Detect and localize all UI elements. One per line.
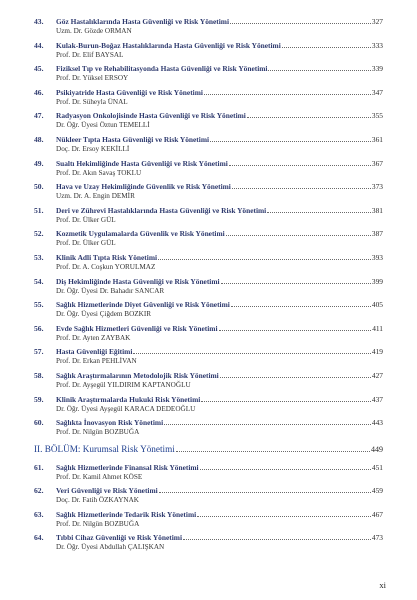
toc-entry[interactable] (34, 182, 383, 206)
toc-entry[interactable] (34, 463, 383, 487)
toc-entry[interactable] (34, 486, 383, 510)
entry-author: Prof. Dr. Ayten ZAYBAK (56, 333, 131, 342)
entry-author: Prof. Dr. Süheyla ÜNAL (56, 97, 128, 106)
entry-author: Uzm. Dr. A. Engin DEMİR (56, 192, 135, 201)
dot-leader (219, 324, 372, 331)
entry-page: 427 (371, 370, 383, 380)
entry-number: 43. (34, 17, 44, 26)
toc-entry[interactable] (34, 510, 383, 534)
entry-page: 327 (371, 17, 383, 26)
toc-entry[interactable] (34, 324, 383, 348)
dot-leader (247, 111, 371, 118)
entry-author: Prof. Dr. Ayşegül YILDIRIM KAPTANOĞLU (56, 380, 191, 389)
entry-author: Uzm. Dr. Gözde ORMAN (56, 27, 132, 35)
dot-leader (230, 17, 371, 24)
entry-author: Dr. Öğr. Üyesi Abdullah ÇALIŞKAN (56, 543, 165, 552)
entry-body (56, 277, 383, 296)
entry-body (56, 510, 383, 529)
entry-title: Klinik Adli Tıpta Risk Yönetimi (56, 252, 158, 262)
dot-leader (220, 371, 371, 378)
toc-entry[interactable] (34, 88, 383, 112)
entry-page: 459 (371, 486, 383, 496)
entry-author: Doç. Dr. Fatih ÖZKAYNAK (56, 496, 139, 505)
entry-number: 45. (34, 64, 44, 74)
entry-author: Prof. Dr. Yüksel ERSOY (56, 74, 129, 83)
entry-number: 56. (34, 323, 44, 333)
entry-page: 405 (371, 300, 383, 310)
entry-number: 61. (34, 462, 44, 472)
entry-title-line (56, 510, 383, 519)
entry-number: 57. (34, 347, 44, 357)
entry-title: Tıbbi Cihaz Güvenliği ve Risk Yönetimi (56, 533, 182, 543)
entry-body (56, 17, 383, 36)
section-page: 449 (371, 444, 383, 454)
entry-title: Deri ve Zührevi Hastalıklarında Hasta Güvenliği ve Risk Yönetimi (56, 205, 267, 215)
entry-body (56, 206, 383, 225)
entry-author: Prof. Dr. Erkan PEHLİVAN (56, 357, 137, 366)
entry-body (56, 111, 383, 130)
toc-entry[interactable] (34, 135, 383, 159)
entry-body (56, 159, 383, 178)
toc-entry[interactable] (34, 206, 383, 230)
entry-page: 367 (371, 158, 383, 168)
dot-leader (133, 347, 371, 354)
entry-title-line (56, 324, 383, 333)
dot-leader (221, 277, 371, 284)
entry-author: Dr. Öğr. Üyesi Dr. Bahadır SANCAR (56, 286, 165, 295)
dot-leader (197, 510, 371, 517)
entry-page: 355 (371, 111, 383, 121)
entry-title-line (56, 206, 383, 215)
entry-title-line (56, 64, 383, 73)
entry-page: 347 (371, 87, 383, 97)
entry-title-line (56, 533, 383, 542)
entry-title-line (56, 463, 383, 472)
toc-entry[interactable] (34, 64, 383, 88)
entry-title: Sağlıkta İnovasyon Risk Yönetimi (56, 418, 164, 428)
entry-title: Kulak-Burun-Boğaz Hastalıklarında Hasta Güvenliği ve Risk Yönetimi (56, 40, 281, 50)
entry-body (56, 395, 383, 414)
toc-list (34, 463, 383, 557)
entry-page: 387 (371, 229, 383, 239)
entry-title: Sağlık Hizmetlerinde Finansal Risk Yönetimi (56, 462, 199, 472)
entry-author: Dr. Öğr. Üyesi Öztun TEMELLİ (56, 121, 150, 130)
entry-page: 411 (372, 323, 383, 333)
entry-title-line (56, 418, 383, 427)
entry-page: 393 (371, 252, 383, 262)
entry-title-line (56, 300, 383, 309)
dot-leader (201, 395, 371, 402)
entry-page: 473 (371, 533, 383, 543)
entry-number: 59. (34, 394, 44, 404)
toc-entry[interactable] (34, 300, 383, 324)
entry-title: Diş Hekimliğinde Hasta Güvenliği ve Risk Yönetimi (56, 276, 220, 286)
entry-number: 48. (34, 134, 44, 144)
toc-entry[interactable] (34, 253, 383, 277)
toc-entry[interactable] (34, 395, 383, 419)
entry-body (56, 41, 383, 60)
entry-number: 58. (34, 370, 44, 380)
dot-leader (158, 253, 371, 260)
dot-leader (268, 64, 370, 71)
toc-entry[interactable] (34, 418, 383, 442)
toc-entry[interactable] (34, 229, 383, 253)
entry-number: 60. (34, 418, 44, 428)
entry-body (56, 64, 383, 83)
entry-page: 467 (371, 509, 383, 519)
entry-body (56, 418, 383, 437)
entry-author: Prof. Dr. A. Coşkun YORULMAZ (56, 262, 156, 271)
entry-body (56, 182, 383, 201)
entry-body (56, 324, 383, 343)
entry-title: Sualtı Hekimliğinde Hasta Güvenliği ve Risk Yönetimi (56, 158, 228, 168)
entry-page: 399 (371, 276, 383, 286)
entry-body (56, 229, 383, 248)
entry-body (56, 371, 383, 390)
dot-leader (183, 533, 371, 540)
entry-number: 53. (34, 252, 44, 262)
toc-list (34, 17, 383, 442)
entry-title: Sağlık Hizmetlerinde Tedarik Risk Yönetimi (56, 509, 197, 519)
entry-title: Sağlık Hizmetlerinde Diyet Güvenliği ve Risk Yönetimi (56, 300, 230, 310)
entry-author: Prof. Dr. Ülker GÜL (56, 239, 116, 248)
entry-title-line (56, 486, 383, 495)
dot-leader (267, 206, 371, 213)
entry-title: Hasta Güvenliği Eğitimi (56, 347, 133, 357)
entry-author: Prof. Dr. Akın Savaş TOKLU (56, 168, 142, 177)
dot-leader (229, 159, 371, 166)
entry-page: 437 (371, 394, 383, 404)
entry-page: 443 (371, 418, 383, 428)
entry-title-line (56, 17, 383, 26)
entry-title: Nükleer Tıpta Hasta Güvenliği ve Risk Yönetimi (56, 134, 210, 144)
entry-page: 361 (371, 134, 383, 144)
entry-number: 49. (34, 158, 44, 168)
entry-title-line (56, 229, 383, 238)
entry-page: 381 (371, 205, 383, 215)
entry-number: 64. (34, 533, 44, 543)
entry-title: Göz Hastalıklarında Hasta Güvenliği ve Risk Yönetimi (56, 17, 230, 26)
entry-title-line (56, 182, 383, 191)
entry-title: Klinik Araştırmalarda Hukuki Risk Yönetimi (56, 394, 201, 404)
page-number: xi (379, 580, 386, 590)
entry-page: 333 (371, 40, 383, 50)
entry-number: 52. (34, 229, 44, 239)
entry-number: 44. (34, 40, 44, 50)
section-heading[interactable] (34, 444, 383, 463)
dot-leader (232, 182, 371, 189)
dot-leader (231, 300, 371, 307)
table-of-contents (34, 17, 383, 557)
toc-entry[interactable] (34, 41, 383, 65)
dot-leader (210, 135, 371, 142)
entry-number: 47. (34, 111, 44, 121)
entry-page: 451 (371, 462, 383, 472)
entry-author: Dr. Öğr. Üyesi Çiğdem BOZKIR (56, 310, 152, 319)
toc-entry[interactable] (34, 347, 383, 371)
entry-author: Doç. Dr. Ersoy KEKİLLİ (56, 144, 130, 153)
entry-title-line (56, 135, 383, 144)
entry-body (56, 347, 383, 366)
entry-number: 51. (34, 205, 44, 215)
entry-title-line (56, 159, 383, 168)
toc-entry[interactable] (34, 17, 383, 41)
entry-number: 50. (34, 182, 44, 192)
entry-number: 46. (34, 87, 44, 97)
entry-title: Kozmetik Uygulamalarda Güvenlik ve Risk Yönetimi (56, 229, 225, 239)
entry-title-line (56, 41, 383, 50)
entry-author: Dr. Öğr. Üyesi Ayşegül KARACA DEDEOĞLU (56, 404, 196, 413)
entry-author: Prof. Dr. Kamil Ahmet KÖSE (56, 472, 143, 481)
entry-title-line (56, 395, 383, 404)
entry-page: 339 (371, 64, 383, 74)
entry-title: Sağlık Araştırmalarının Metodolojik Risk Yönetimi (56, 370, 219, 380)
entry-title-line (56, 88, 383, 97)
entry-body (56, 486, 383, 505)
entry-author: Prof. Dr. Nilgün BOZBUĞA (56, 428, 140, 437)
dot-leader (164, 418, 371, 425)
toc-entry[interactable] (34, 159, 383, 183)
toc-entry[interactable] (34, 111, 383, 135)
entry-number: 54. (34, 276, 44, 286)
entry-title: Radyasyon Onkolojisinde Hasta Güvenliği ve Risk Yönetimi (56, 111, 246, 121)
entry-title-line (56, 371, 383, 380)
toc-entry[interactable] (34, 277, 383, 301)
entry-author: Prof. Dr. Nilgün BOZBUĞA (56, 519, 140, 528)
entry-page: 419 (371, 347, 383, 357)
dot-leader (176, 445, 370, 452)
entry-title: Hava ve Uzay Hekimliğinde Güvenlik ve Risk Yönetimi (56, 182, 231, 192)
dot-leader (200, 463, 371, 470)
entry-body (56, 135, 383, 154)
entry-number: 63. (34, 509, 44, 519)
toc-entry[interactable] (34, 371, 383, 395)
entry-number: 55. (34, 300, 44, 310)
entry-title-line (56, 253, 383, 262)
entry-body (56, 533, 383, 552)
entry-author: Prof. Dr. Elif BAYSAL (56, 50, 124, 59)
entry-title: Veri Güvenliği ve Risk Yönetimi (56, 486, 158, 496)
dot-leader (282, 41, 371, 48)
entry-body (56, 253, 383, 272)
entry-author: Prof. Dr. Ülker GÜL (56, 215, 116, 224)
entry-body (56, 88, 383, 107)
entry-title-line (56, 111, 383, 120)
entry-title-line (56, 277, 383, 286)
entry-title: Fiziksel Tıp ve Rehabilitasyonda Hasta Güvenliği ve Risk Yönetimi (56, 64, 268, 74)
dot-leader (159, 486, 371, 493)
entry-body (56, 463, 383, 482)
entry-title: Psikiyatride Hasta Güvenliği ve Risk Yönetimi (56, 87, 203, 97)
entry-title: Evde Sağlık Hizmetleri Güvenliği ve Risk Yönetimi (56, 323, 218, 333)
entry-number: 62. (34, 486, 44, 496)
dot-leader (226, 229, 371, 236)
section-title: II. BÖLÜM: Kurumsal Risk Yönetimi (34, 443, 175, 454)
entry-title-line (56, 347, 383, 356)
toc-entry[interactable] (34, 533, 383, 557)
entry-body (56, 300, 383, 319)
entry-page: 373 (371, 182, 383, 192)
dot-leader (204, 88, 371, 95)
